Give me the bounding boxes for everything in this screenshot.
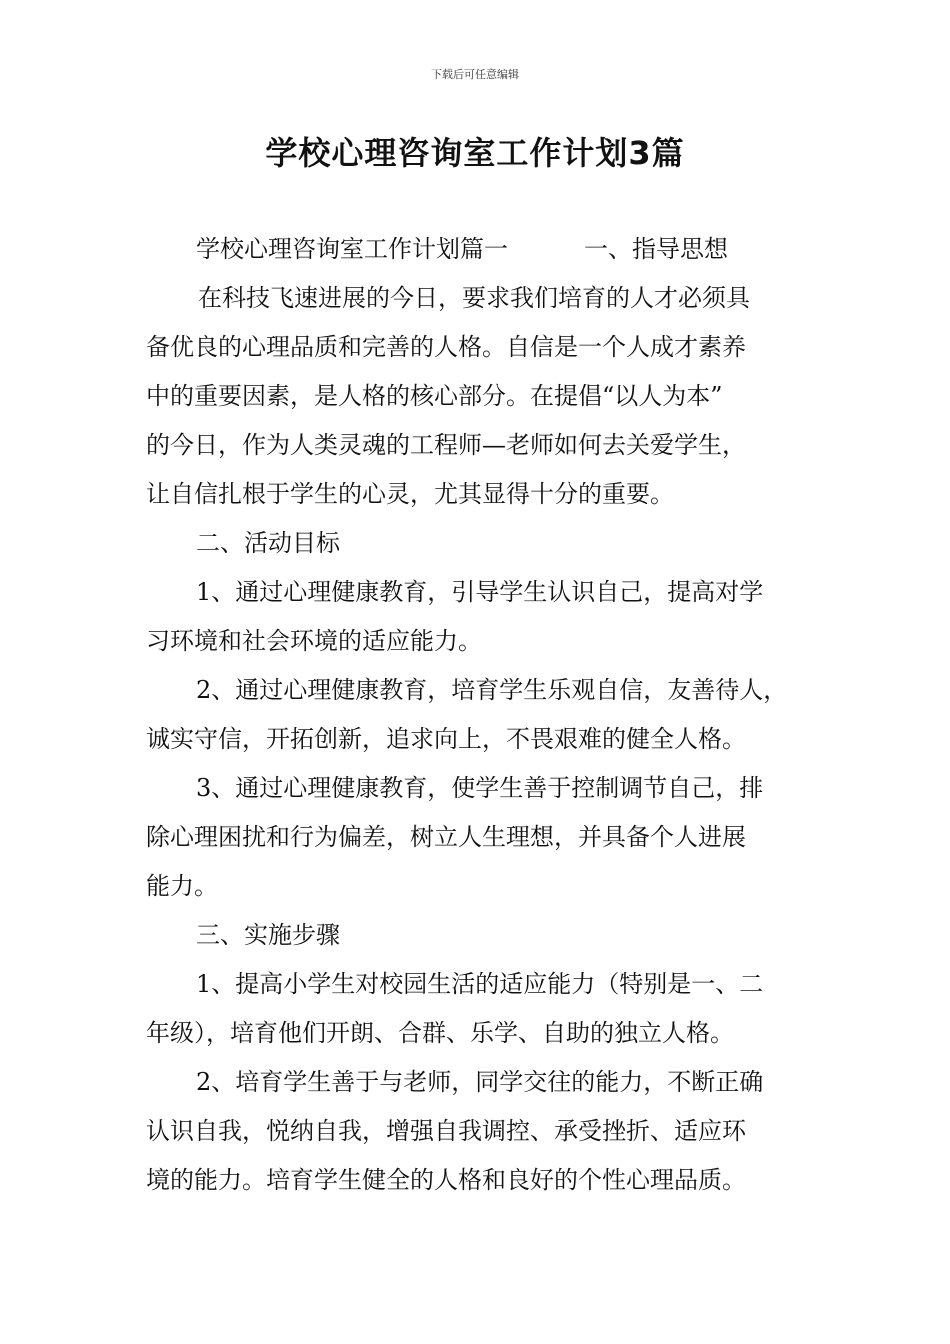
paragraph-line: 让自信扎根于学生的心灵，尤其显得十分的重要。 (146, 480, 674, 508)
list-item-line: 能力。 (146, 872, 218, 900)
section-heading-line (146, 225, 826, 274)
paragraph-line: 的今日，作为人类灵魂的工程师—老师如何去关爱学生， (146, 431, 746, 459)
list-item-line: 境的能力。培育学生健全的人格和良好的个性心理品质。 (146, 1166, 746, 1194)
paragraph-line: 中的重要因素，是人格的核心部分。在提倡“以人为本” (146, 382, 723, 410)
section-heading: 三、实施步骤 (196, 921, 340, 949)
list-item-line: 1、通过心理健康教育，引导学生认识自己，提高对学 (196, 578, 764, 606)
document-title: 学校心理咨询室工作计划3篇 (265, 134, 685, 172)
list-item-line: 诚实守信，开拓创新，追求向上，不畏艰难的健全人格。 (146, 725, 746, 753)
list-item-line: 3、通过心理健康教育，使学生善于控制调节自己，排 (196, 774, 764, 802)
list-item-line: 认识自我，悦纳自我，增强自我调控、承受挫折、适应环 (146, 1117, 746, 1145)
plan-part-label: 学校心理咨询室工作计划篇一 (196, 235, 508, 263)
paragraph-line: 备优良的心理品质和完善的人格。自信是一个人成才素养 (146, 333, 746, 361)
list-item-line: 1、提高小学生对校园生活的适应能力（特别是一、二 (196, 970, 764, 998)
paragraph-line: 在科技飞速进展的今日，要求我们培育的人才必须具 (198, 284, 750, 312)
list-item-line: 2、通过心理健康教育，培育学生乐观自信，友善待人， (196, 676, 788, 704)
header-note: 下载后可任意编辑 (431, 68, 519, 81)
section-heading: 一、指导思想 (584, 235, 728, 263)
section-heading: 二、活动目标 (196, 529, 340, 557)
list-item-line: 2、培育学生善于与老师，同学交往的能力，不断正确 (196, 1068, 764, 1096)
list-item-line: 除心理困扰和行为偏差，树立人生理想，并具备个人进展 (146, 823, 746, 851)
list-item-line: 年级），培育他们开朗、合群、乐学、自助的独立人格。 (146, 1019, 734, 1047)
document-body (146, 225, 826, 1205)
list-item-line: 习环境和社会环境的适应能力。 (146, 627, 482, 655)
